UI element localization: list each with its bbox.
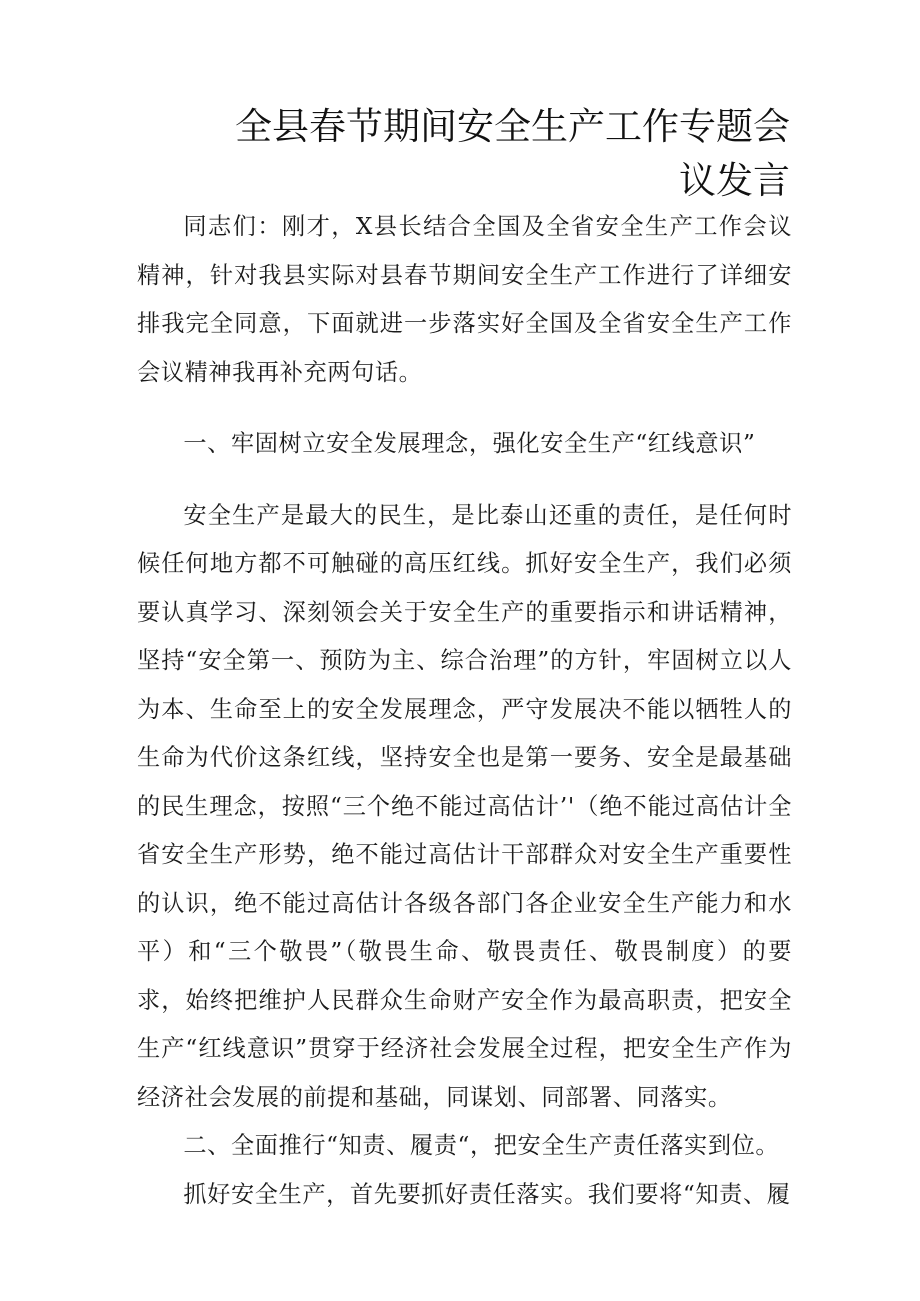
paragraph-section-2: 抓好安全生产，首先要抓好责任落实。我们要将“知责、履 bbox=[183, 1180, 791, 1208]
paragraph-section-1: 安全生产是最大的民生，是比泰山还重的责任，是任何时候任何地方都不可触碰的高压红线。抓好安全生产，我们必须要认真学习、深刻领会关于安全生产的重要指示和讲话精神，坚持“安全第一、预防为主、综合治理”的方针，牢固树立以人为本、生命至上的安全发展理念，严守发展决不能以牺牲人的生命为代价这条红线，坚持安全也是第一要务、安全是最基础的民生理念，按照“三个绝不能过高估计’'（绝不能过高估计全省安全生产形势，绝不能过高估计干部群众对安全生产重要性的认识，绝不能过高估计各级各部门各企业安全生产能力和水平）和“三个敬畏”（敬畏生命、敬畏责任、敬畏制度）的要求，始终把维护人民群众生命财产安全作为最高职责，把安全生产“红线意识”贯穿于经济社会发展全过程，把安全生产作为经济社会发展的前提和基础，同谋划、同部署、同落实。 bbox=[137, 501, 792, 1111]
section-heading-2: 二、全面推行“知责、履责“，把安全生产责任落实到位。 bbox=[183, 1132, 780, 1159]
paragraph-opening: 同志们：刚才，X县长结合全国及全省安全生产工作会议精神，针对我县实际对县春节期间安全生产工作进行了详细安排我完全同意，下面就进一步落实好全国及全省安全生产工作会议精神我再补充两句话。 bbox=[137, 213, 792, 386]
document-title: 全县春节期间安全生产工作专题会议发言 bbox=[235, 105, 790, 202]
document-body bbox=[137, 203, 792, 1219]
section-heading-1: 一、牢固树立安全发展理念，强化安全生产“红线意识” bbox=[183, 430, 756, 457]
